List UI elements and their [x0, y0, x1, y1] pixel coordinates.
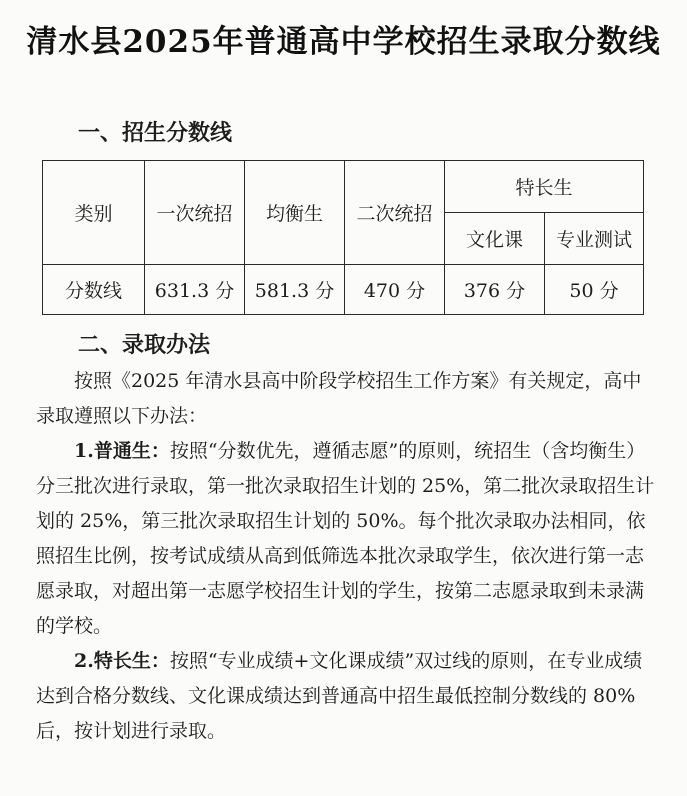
header-special-talent: 特长生 [445, 161, 644, 213]
score-table [42, 160, 644, 315]
special-talent-paragraph [36, 644, 660, 749]
admission-methods-body [36, 364, 660, 749]
special-talent-text: 按照“专业成绩+文化课成绩”双过线的原则，在专业成绩达到合格分数线、文化课成绩达到普通高中招生最低控制分数线的 80%后，按计划进行录取。 [36, 650, 643, 742]
header-culture-course: 文化课 [445, 213, 545, 265]
intro-paragraph: 按照《2025 年清水县高中阶段学校招生工作方案》有关规定，高中录取遵照以下办法： [36, 370, 642, 427]
header-skill-test: 专业测试 [545, 213, 644, 265]
header-balanced: 均衡生 [245, 161, 345, 265]
score-second-round: 470 分 [345, 265, 445, 315]
header-first-round: 一次统招 [145, 161, 245, 265]
header-category: 类别 [43, 161, 145, 265]
document-title: 清水县2025年普通高中学校招生录取分数线 [26, 24, 661, 60]
section-heading-admission-scores: 一、招生分数线 [78, 120, 233, 146]
score-balanced: 581.3 分 [245, 265, 345, 315]
score-culture-course: 376 分 [445, 265, 545, 315]
header-second-round: 二次统招 [345, 161, 445, 265]
special-talent-title: 2.特长生： [74, 650, 170, 672]
regular-student-paragraph [36, 434, 660, 644]
regular-student-title: 1.普通生： [74, 440, 170, 462]
row-label-score-line: 分数线 [43, 265, 145, 315]
regular-student-text: 按照“分数优先，遵循志愿”的原则，统招生（含均衡生）分三批次进行录取，第一批次录取招生计划的 25%，第二批次录取招生计划的 25%，第三批次录取招生计划的 50%。每个批次录取办法相同，依照招生比例，按考试成绩从高到低筛选本批次录取学生，依次进行第一志愿录取，对超出第一志愿学校招生计划的学生，按第二志愿录取到未录满的学校。 [36, 440, 655, 637]
score-skill-test: 50 分 [545, 265, 644, 315]
score-first-round: 631.3 分 [145, 265, 245, 315]
section-heading-admission-methods: 二、录取办法 [78, 332, 211, 358]
